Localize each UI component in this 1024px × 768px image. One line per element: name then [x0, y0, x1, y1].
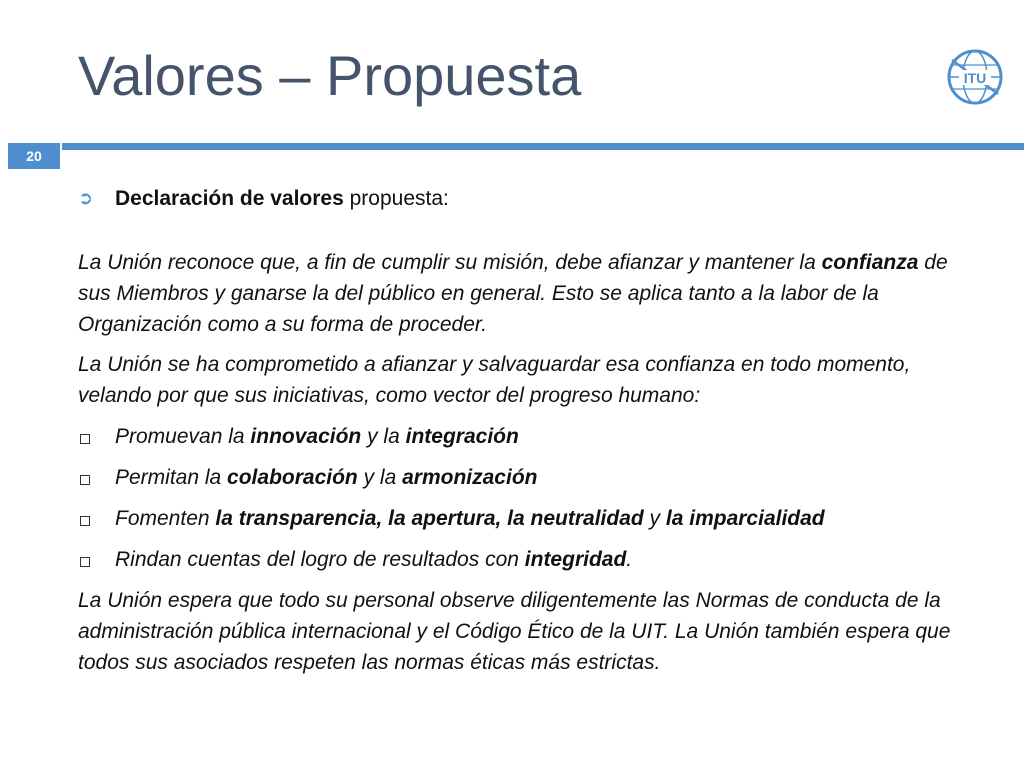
bullet-bold-text: Declaración de valores	[115, 187, 344, 210]
circled-arrow-icon: ➲	[78, 188, 94, 208]
item-bold: integración	[405, 425, 519, 448]
item-text: y la	[361, 425, 406, 448]
item-bold: la transparencia, la apertura, la neutralidad	[215, 507, 644, 530]
item-text: y	[643, 507, 666, 530]
paragraph-1-bold: confianza	[821, 251, 919, 274]
item-bold: innovación	[250, 425, 362, 448]
list-item	[78, 503, 978, 534]
list-item	[78, 462, 978, 493]
item-bold: integridad	[524, 548, 627, 571]
item-text: y la	[357, 466, 403, 489]
list-item	[78, 544, 978, 575]
square-bullet-icon	[80, 475, 90, 485]
paragraph-3: La Unión espera que todo su personal observe diligentemente las Normas de conducta de la administración pública internacional y el Código Ético de la UIT. La Unión también espera que todos sus asociados respeten las normas éticas más estrictas.	[78, 589, 951, 674]
slide-title: Valores – Propuesta	[78, 44, 582, 107]
square-bullet-icon	[80, 434, 90, 444]
values-bullet	[78, 183, 978, 214]
values-list	[78, 421, 978, 575]
item-text: Permitan la	[115, 466, 228, 489]
item-bold: armonización	[402, 466, 538, 489]
item-text: Rindan cuentas del logro de resultados con	[115, 548, 525, 571]
square-bullet-icon	[80, 516, 90, 526]
slide-content	[78, 183, 978, 678]
paragraph-1-text-b: de sus Miembros y ganarse la del público en general. Esto se aplica tanto a la labor de la Organización como a su forma de proceder.	[78, 251, 948, 336]
item-text: Fomenten	[115, 507, 216, 530]
item-text: .	[626, 548, 633, 571]
page-number: 20	[8, 143, 60, 169]
logo-text: ITU	[963, 70, 987, 86]
list-item	[78, 421, 978, 452]
paragraph-1	[78, 247, 978, 340]
paragraph-1-text-a: La Unión reconoce que, a fin de cumplir su misión, debe afianzar y mantener la	[78, 251, 822, 274]
itu-logo-icon	[944, 46, 1006, 108]
header-rule	[62, 143, 1024, 150]
paragraph-2: La Unión se ha comprometido a afianzar y salvaguardar esa confianza en todo momento, velando por que sus iniciativas, como vector del progreso humano:	[78, 353, 911, 407]
square-bullet-icon	[80, 557, 90, 567]
item-bold: colaboración	[227, 466, 358, 489]
bullet-text: propuesta:	[343, 187, 449, 210]
item-text: Promuevan la	[115, 425, 251, 448]
item-bold: la imparcialidad	[665, 507, 825, 530]
